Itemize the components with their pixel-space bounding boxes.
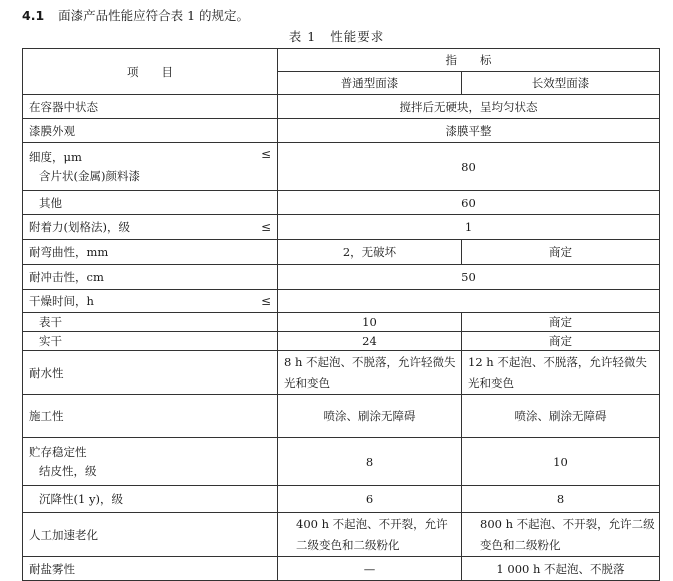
empty-cell (278, 290, 660, 313)
table-row (23, 513, 660, 557)
header-item: 项 目 (23, 49, 278, 95)
row-sublabel: 沉降性(1 y)，级 (39, 492, 123, 506)
table-row (23, 265, 660, 290)
row-value-longlife: 商定 (462, 313, 660, 332)
row-label: 细度，μm (29, 149, 82, 164)
leq-symbol: ≤ (260, 294, 271, 308)
row-value-regular: 6 (278, 486, 462, 513)
table-row (23, 191, 660, 215)
row-sublabel: 其他 (39, 195, 62, 210)
row-value: 1 (278, 215, 660, 240)
clause-number: 4.1 (22, 8, 45, 23)
table-row (23, 351, 660, 395)
table-row (23, 313, 660, 332)
drying-cell (23, 290, 278, 313)
fineness-other-cell (23, 191, 278, 215)
row-value-longlife: 1 000 h 不起泡、不脱落 (462, 557, 660, 581)
row-value: 搅拌后无硬块，呈均匀状态 (278, 95, 660, 119)
row-label: 耐盐雾性 (23, 557, 278, 581)
row-value-regular: 8 (278, 438, 462, 486)
clause-text: 面漆产品性能应符合表 1 的规定。 (58, 8, 250, 23)
header-indicator: 指 标 (278, 49, 660, 72)
drying-hard-cell (23, 332, 278, 351)
row-label: 干燥时间，h (29, 294, 94, 308)
row-value-regular: — (278, 557, 462, 581)
row-value-regular: 8 h 不起泡、不脱落，允许轻微失光和变色 (278, 351, 462, 395)
row-sublabel: 结皮性，级 (39, 463, 97, 478)
row-value-regular: 10 (278, 313, 462, 332)
row-label: 贮存稳定性 (29, 444, 87, 459)
header-longlife-coating: 长效型面漆 (462, 72, 660, 95)
table-row (23, 557, 660, 581)
performance-table (22, 48, 660, 581)
storage-cell (23, 438, 278, 486)
row-value-longlife: 12 h 不起泡、不脱落，允许轻微失光和变色 (462, 351, 660, 395)
table-row (23, 240, 660, 265)
table-caption (0, 27, 673, 45)
row-label: 人工加速老化 (23, 513, 278, 557)
row-label: 在容器中状态 (23, 95, 278, 119)
row-value-longlife: 商定 (462, 332, 660, 351)
table-row (23, 215, 660, 240)
row-value-longlife: 800 h 不起泡、不开裂，允许二级变色和二级粉化 (462, 513, 660, 557)
table-row (23, 119, 660, 143)
row-sublabel: 实干 (39, 334, 62, 348)
row-value-longlife: 商定 (462, 240, 660, 265)
table-caption-label: 表 1 (288, 29, 317, 44)
row-value-regular: 喷涂、刷涂无障碍 (278, 395, 462, 438)
header-regular-coating: 普通型面漆 (278, 72, 462, 95)
row-label: 漆膜外观 (23, 119, 278, 143)
table-row (23, 395, 660, 438)
table-row (23, 438, 660, 486)
fineness-cell (23, 143, 278, 191)
row-label: 耐水性 (23, 351, 278, 395)
leq-symbol: ≤ (260, 220, 271, 234)
row-label: 耐冲击性，cm (23, 265, 278, 290)
table-row (23, 486, 660, 513)
row-value-longlife: 10 (462, 438, 660, 486)
header-row-1 (23, 49, 660, 72)
row-sublabel: 表干 (39, 315, 62, 329)
row-label: 附着力(划格法)，级 (29, 220, 130, 234)
adhesion-cell (23, 215, 278, 240)
table-row (23, 95, 660, 119)
leq-symbol: ≤ (260, 147, 271, 161)
clause-heading (22, 6, 249, 24)
row-value-regular: 400 h 不起泡、不开裂，允许二级变色和二级粉化 (278, 513, 462, 557)
row-sublabel: 含片状(金属)颜料漆 (39, 168, 140, 183)
row-label: 施工性 (23, 395, 278, 438)
row-label: 耐弯曲性，mm (23, 240, 278, 265)
table-row (23, 290, 660, 313)
row-value: 60 (278, 191, 660, 215)
table-row (23, 143, 660, 191)
row-value-regular: 24 (278, 332, 462, 351)
drying-surface-cell (23, 313, 278, 332)
storage-settle-cell (23, 486, 278, 513)
row-value-regular: 2，无破坏 (278, 240, 462, 265)
row-value: 50 (278, 265, 660, 290)
table-caption-title: 性能要求 (330, 29, 385, 44)
row-value-longlife: 喷涂、刷涂无障碍 (462, 395, 660, 438)
row-value: 漆膜平整 (278, 119, 660, 143)
row-value-longlife: 8 (462, 486, 660, 513)
row-value: 80 (278, 143, 660, 191)
table-row (23, 332, 660, 351)
